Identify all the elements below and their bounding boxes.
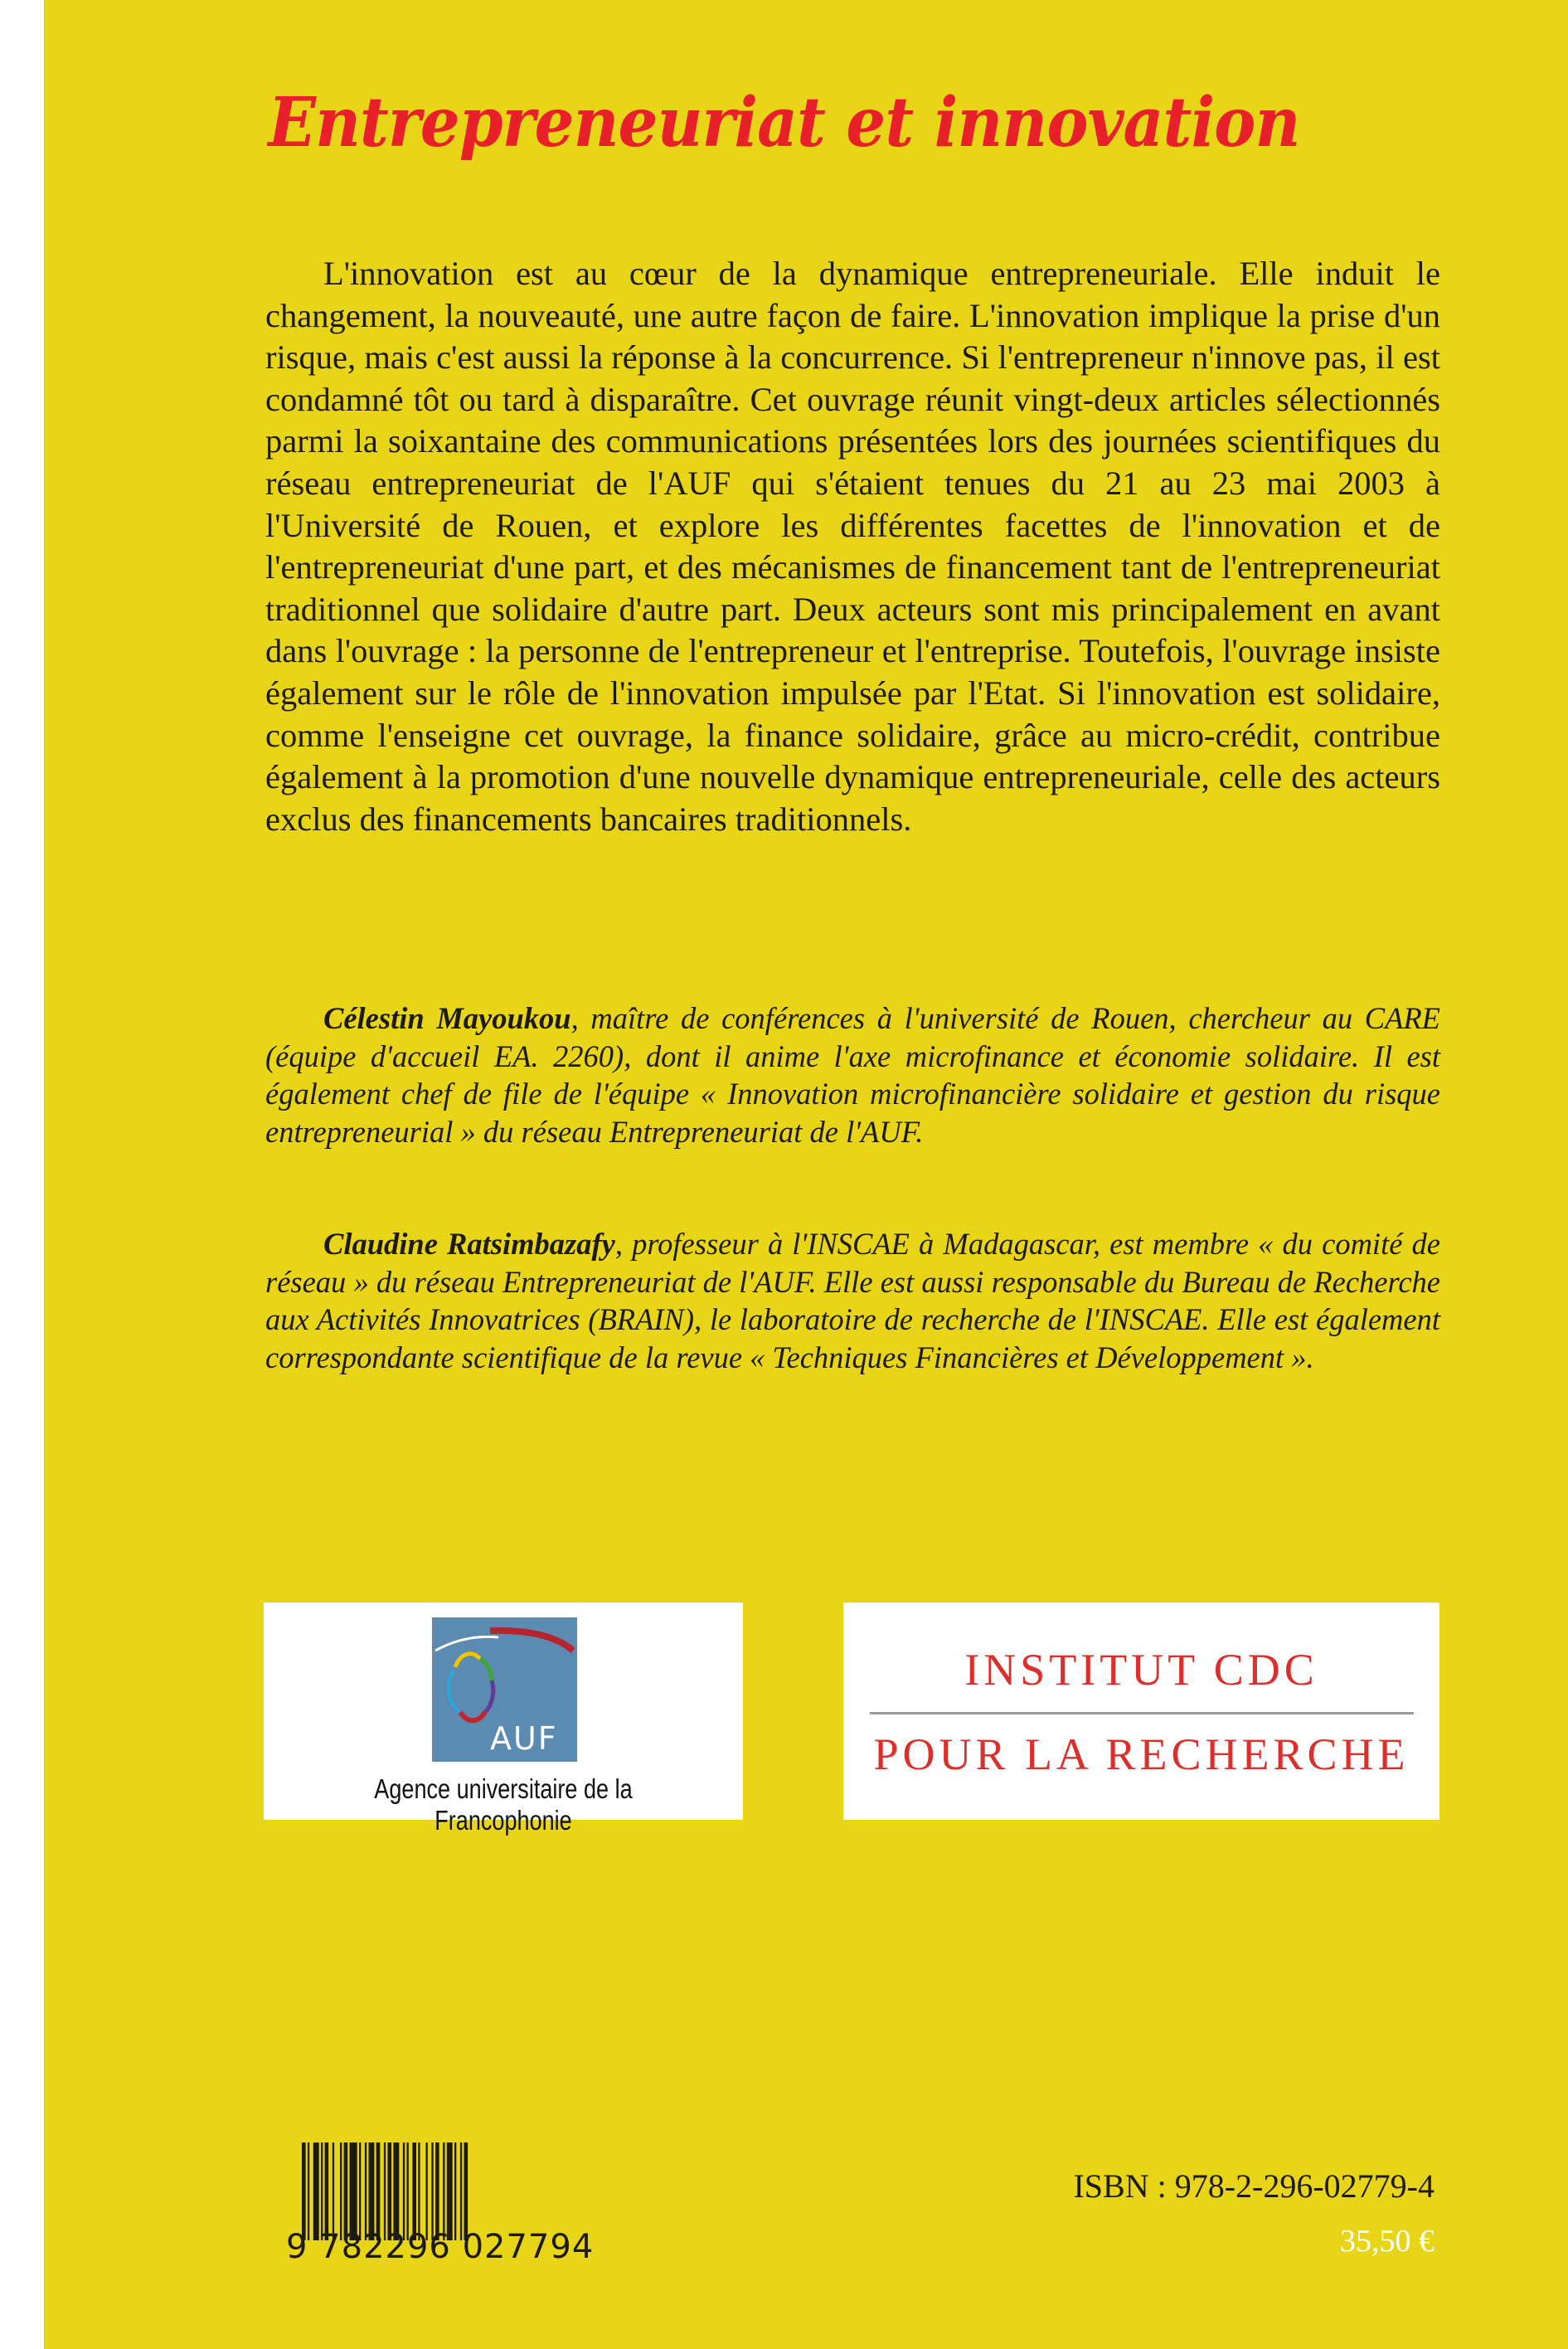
barcode-bar bbox=[340, 2142, 342, 2240]
barcode-bar bbox=[426, 2142, 428, 2240]
barcode-bar bbox=[350, 2142, 357, 2240]
author-bio-text: , professeur à l'INSCAE à Madagascar, est membre « du comité de réseau » du réseau Entrepreneuriat de l'AUF. Elle est aussi responsable du Bureau de Recherche aux Activités Innovatrices (BRAIN), le laboratoire de recherche de l'INSCAE. Elle est également correspondante scientifique de la revue « Techniques Financières et Développement ». bbox=[265, 1227, 1440, 1374]
cdc-divider bbox=[870, 1712, 1414, 1714]
barcode-bar bbox=[443, 2142, 444, 2240]
author-bio-2 bbox=[265, 1225, 1440, 1376]
barcode-bar bbox=[435, 2142, 439, 2240]
barcode-bar bbox=[344, 2142, 348, 2240]
barcode-bar bbox=[460, 2142, 462, 2240]
barcode-number: 9 782296 027794 bbox=[286, 2228, 595, 2266]
barcode-bar bbox=[313, 2142, 319, 2240]
barcode-bar bbox=[447, 2142, 453, 2240]
author-name: Célestin Mayoukou bbox=[323, 1001, 571, 1035]
barcode-bar bbox=[302, 2142, 306, 2240]
auf-emblem bbox=[432, 1617, 577, 1762]
barcode-bar bbox=[464, 2142, 468, 2240]
auf-acronym: AUF bbox=[490, 1720, 558, 1757]
barcode-bar bbox=[412, 2142, 416, 2240]
barcode-bar bbox=[384, 2142, 386, 2240]
barcode-bar bbox=[308, 2142, 309, 2240]
barcode-bar bbox=[321, 2142, 323, 2240]
barcode-bar bbox=[418, 2142, 420, 2240]
price: 35,50 € bbox=[1340, 2224, 1435, 2259]
cdc-line-2: POUR LA RECHERCHE bbox=[873, 1729, 1410, 1779]
barcode-bar bbox=[431, 2142, 433, 2240]
barcode-bar bbox=[325, 2142, 329, 2240]
summary-text: L'innovation est au cœur de la dynamique entrepreneuriale. Elle induit le changement, la nouveauté, une autre façon de faire. L'innovation implique la prise d'un risque, mais c'est aussi la réponse à la concurrence. Si l'entrepreneur n'innove pas, il est condamné tôt ou tard à disparaître. Cet ouvrage réunit vingt-deux articles sélectionnés parmi la soixantaine des communications présentées lors des journées scientifiques du réseau entrepreneuriat de l'AUF qui s'étaient tenues du 21 au 23 mai 2003 à l'Université de Rouen, et explore les différentes facettes de l'innovation et de l'entrepreneuriat d'une part, et des mécanismes de financement tant de l'entrepreneuriat traditionnel que solidaire d'autre part. Deux acteurs sont mis principalement en avant dans l'ouvrage : la personne de l'entrepreneur et l'entreprise. Toutefois, l'ouvrage insiste également sur le rôle de l'innovation impulsée par l'Etat. Si l'innovation est solidaire, comme l'enseigne cet ouvrage, la finance solidaire, grâce au micro-crédit, contribue également à la promotion d'une nouvelle dynamique entrepreneuriale, celle des acteurs exclus des financements bancaires traditionnels. bbox=[265, 255, 1440, 838]
barcode-bar bbox=[376, 2142, 381, 2240]
barcode-bar bbox=[454, 2142, 456, 2240]
barcode-bar bbox=[407, 2142, 409, 2240]
barcode-bar bbox=[369, 2142, 375, 2240]
auf-name: Agence universitaire de la Francophonie bbox=[374, 1773, 633, 1836]
isbn: ISBN : 978-2-296-02779-4 bbox=[1073, 2167, 1435, 2205]
author-bio-text: , maître de conférences à l'université de Rouen, chercheur au CARE (équipe d'accueil EA. 2260), dont il anime l'axe microfinance et économie solidaire. Il est également chef de file de l'équipe « Innovation microfinancière solidaire et gestion du risque entrepreneurial » du réseau Entrepreneuriat de l'AUF. bbox=[265, 1001, 1440, 1149]
author-name: Claudine Ratsimbazafy bbox=[323, 1227, 615, 1261]
barcode-bar bbox=[359, 2142, 361, 2240]
author-bio-1 bbox=[265, 999, 1440, 1150]
auf-logo bbox=[264, 1602, 743, 1836]
barcode-bar bbox=[403, 2142, 405, 2240]
institut-cdc-logo bbox=[843, 1602, 1439, 1820]
barcode-bar bbox=[365, 2142, 367, 2240]
barcode-bar bbox=[388, 2142, 392, 2240]
barcode-bar bbox=[333, 2142, 334, 2240]
barcode-bar bbox=[393, 2142, 399, 2240]
book-title: Entrepreneuriat et innovation bbox=[268, 83, 1300, 163]
cdc-line-1: INSTITUT CDC bbox=[964, 1645, 1318, 1695]
